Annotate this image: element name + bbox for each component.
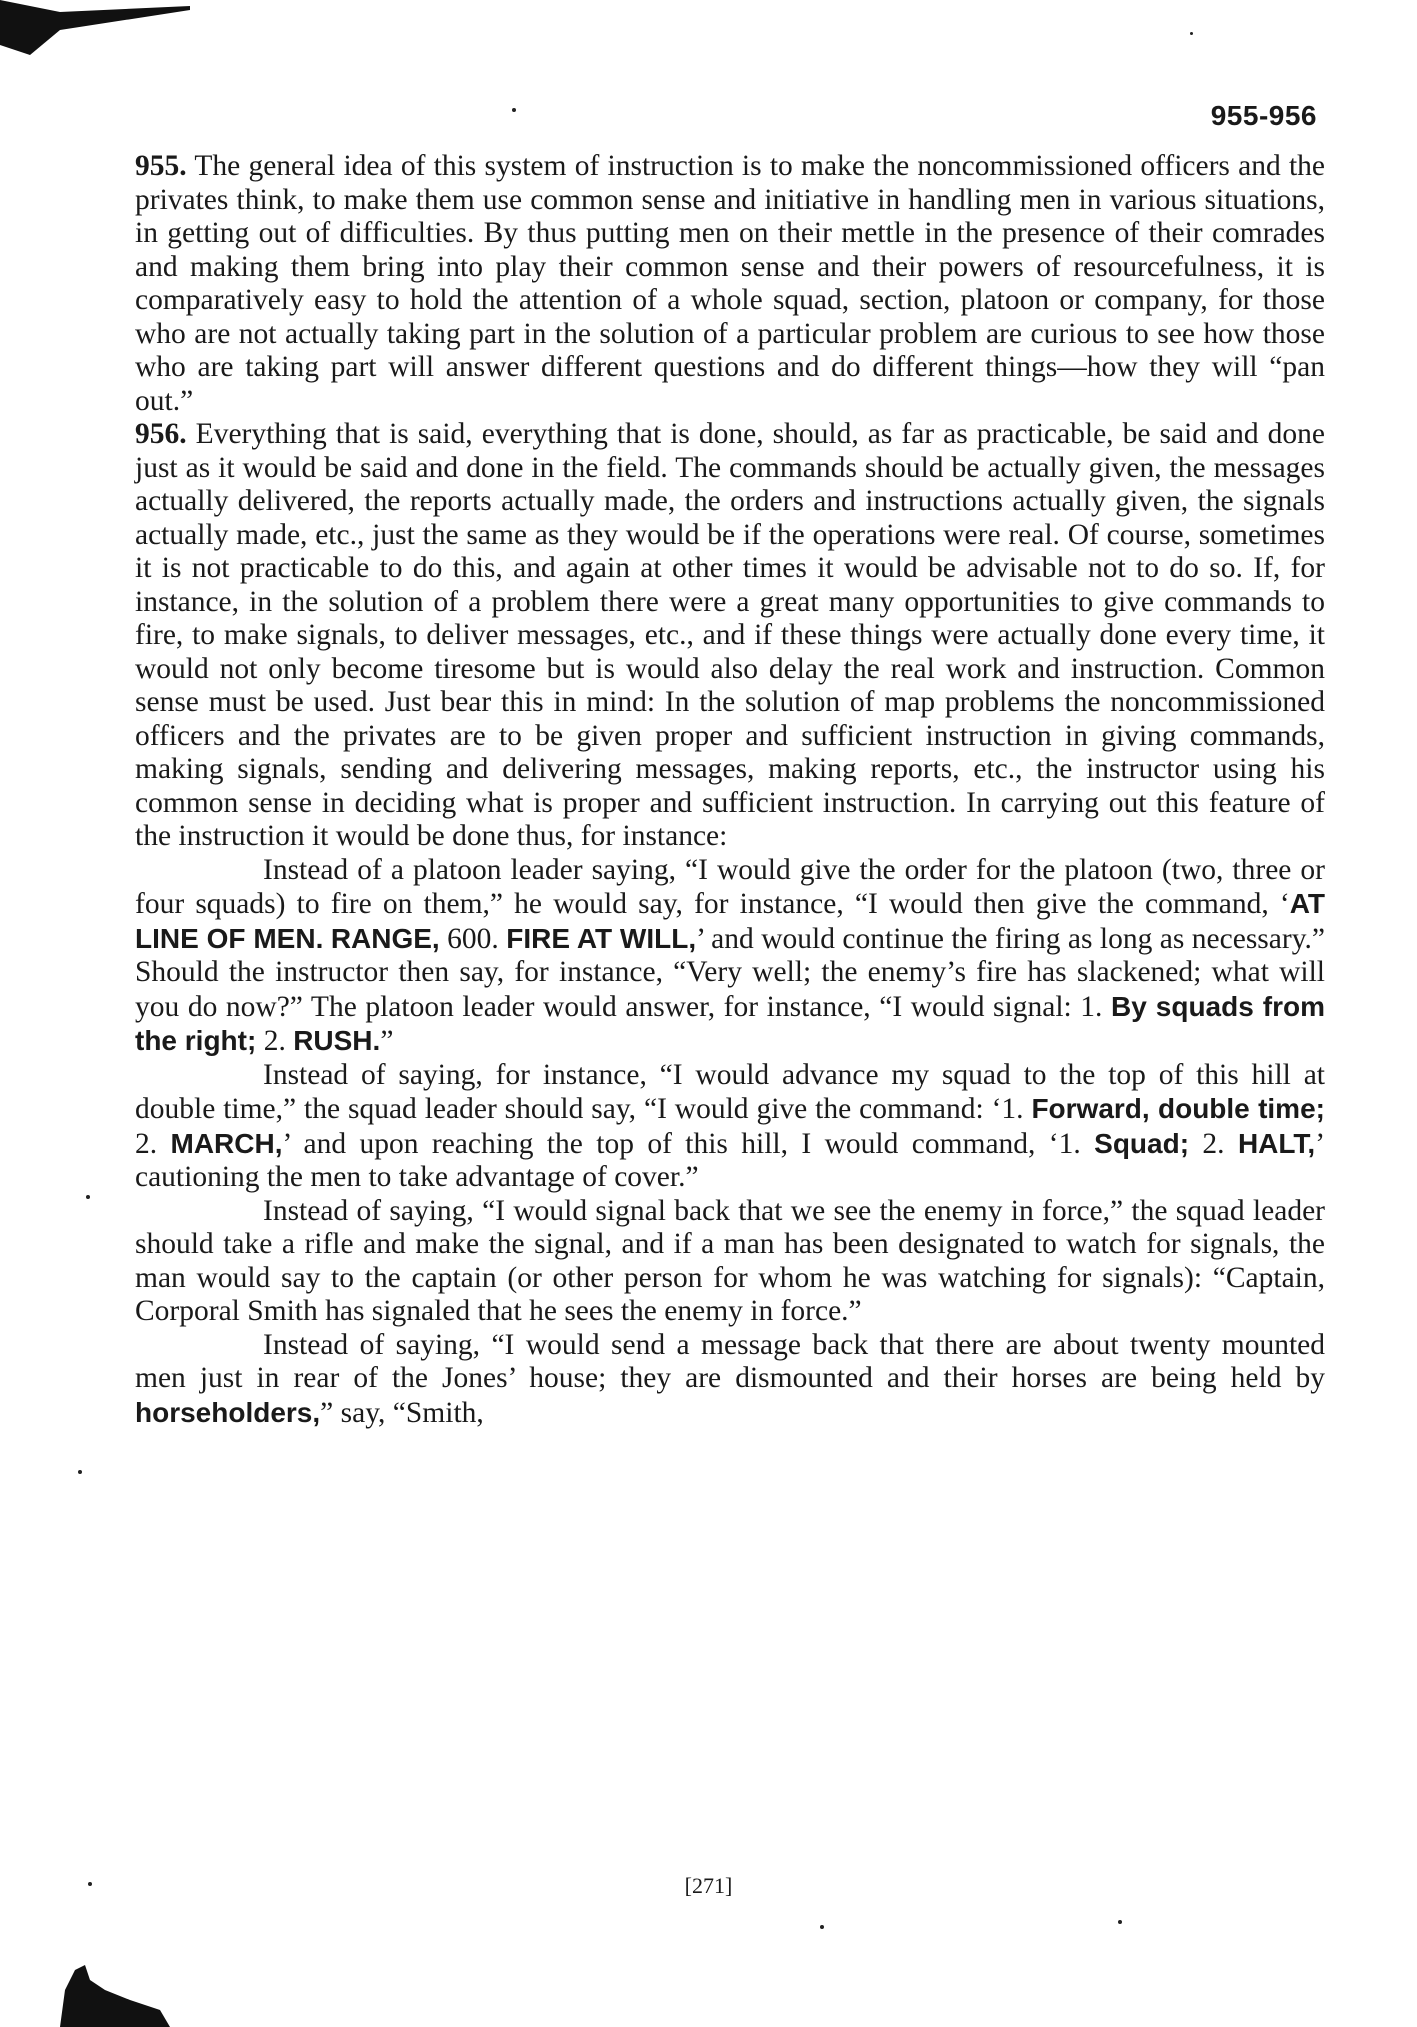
example-message [135,1329,1325,1431]
text-run: ’ cautioning the men to take advantage of cover.” [135,1127,1326,1193]
text-run: 2. [1189,1127,1238,1160]
example-platoon-leader [135,854,1325,1059]
command-text: MARCH, [170,1127,283,1159]
example-squad-advance [135,1059,1325,1195]
scan-speck [78,1470,82,1474]
command-text: HALT, [1237,1127,1316,1159]
text-run: ’ and would continue the firing as long as necessary.” Should the instructor then say, for instance, “Very well; the enemy’s fire has slackened; what will you do now?” The platoon leader would answer, for instance, “I would signal: 1. [135,922,1326,1023]
text-run: ” [380,1025,394,1057]
command-text: Squad; [1094,1127,1190,1159]
scan-speck [1118,1920,1122,1924]
text-run: ” say, “Smith, [320,1396,484,1429]
text-run: 2. [256,1025,294,1057]
page-header-range: 955-956 [1210,100,1317,131]
command-text: By squads from the right; [135,990,1325,1056]
scan-corner-blot [60,1930,170,2027]
text-run: Instead of a platoon leader saying, “I would give the order for the platoon (two, three or four squads) to fire on them,” he would say, for instance, “I would then give the command, ‘ [135,853,1325,920]
scan-speck [88,1882,92,1886]
command-text: Forward, double time; [1031,1093,1325,1124]
command-text: horseholders, [135,1396,321,1428]
text-run: ’ and upon reaching the top of this hill, I would command, ‘1. [282,1127,1095,1160]
scan-speck [820,1925,824,1929]
paragraph-955 [135,150,1325,418]
scan-speck [512,108,516,112]
paragraph-number: 955. [135,150,187,182]
text-run: 600. [439,922,507,955]
paragraph-text: The general idea of this system of instruction is to make the noncommissioned officers and the privates think, to make them use common sense and initiative in handling men in various situations, in getting out of difficulties. By thus putting men on their mettle in the presence of their comrades and making them bring into play their common sense and their powers of resourcefulness, it is comparatively easy to hold the attention of a whole squad, section, platoon or company, for those who are not actually taking part in the solution of a particular problem are curious to see how those who are taking part will answer different questions and do different things—how they will “pan out.” [135,150,1326,417]
paragraph-text: Everything that is said, everything that is done, should, as far as practicable, be said and done just as it would be said and done in the field. The commands should be actually given, the messages actually delivered, the reports actually made, the orders and instructions actually given, the signals actually made, etc., just the same as they would be if the operations were real. Of course, sometimes it is not practicable to do this, and again at other times it would be advisable not to do so. If, for instance, in the solution of a problem there were a great many opportunities to give commands to fire, to make signals, to deliver messages, etc., and if these things were actually done every time, it would not only become tiresome but is would also delay the real work and instruction. Common sense must be used. Just bear this in mind: In the solution of map problems the noncommissioned officers and the privates are to be given proper and sufficient instruction in giving commands, making signals, sending and delivering messages, making reports, etc., the instructor using his common sense in deciding what is proper and sufficient instruction. In carrying out this feature of the instruction it would be done thus, for instance: [135,418,1325,852]
command-text: AT LINE OF MEN. [135,888,1325,954]
text-run [323,923,330,955]
command-text: RANGE, [330,922,440,954]
scan-speck [86,1195,90,1199]
scan-edge-mark [0,0,200,60]
paragraph-number: 956. [135,418,187,450]
text-run: Instead of saying, for instance, “I would advance my squad to the top of this hill at double time,” the squad leader should say, “I would give the command: ‘1. [135,1058,1325,1125]
text-run: 2. [135,1127,171,1160]
body-text [135,150,1325,1430]
page-number: [271] [684,1873,733,1898]
paragraph-956 [135,418,1325,854]
text-run: Instead of saying, “I would send a message back that there are about twenty mounted men just in rear of the Jones’ house; they are dismounted and their horses are being held by [135,1328,1325,1394]
scan-speck [1190,32,1193,35]
example-signal [135,1195,1325,1329]
text-run: Instead of saying, “I would signal back that we see the enemy in force,” the squad leader should take a rifle and make the signal, and if a man has been designated to watch for signals, the man would say to the captain (or other person for whom he was watching for signals): “Captain, Corporal Smith has signaled that he sees the enemy in force.” [135,1194,1325,1327]
command-text: RUSH. [293,1025,381,1056]
command-text: FIRE AT WILL, [506,922,697,954]
